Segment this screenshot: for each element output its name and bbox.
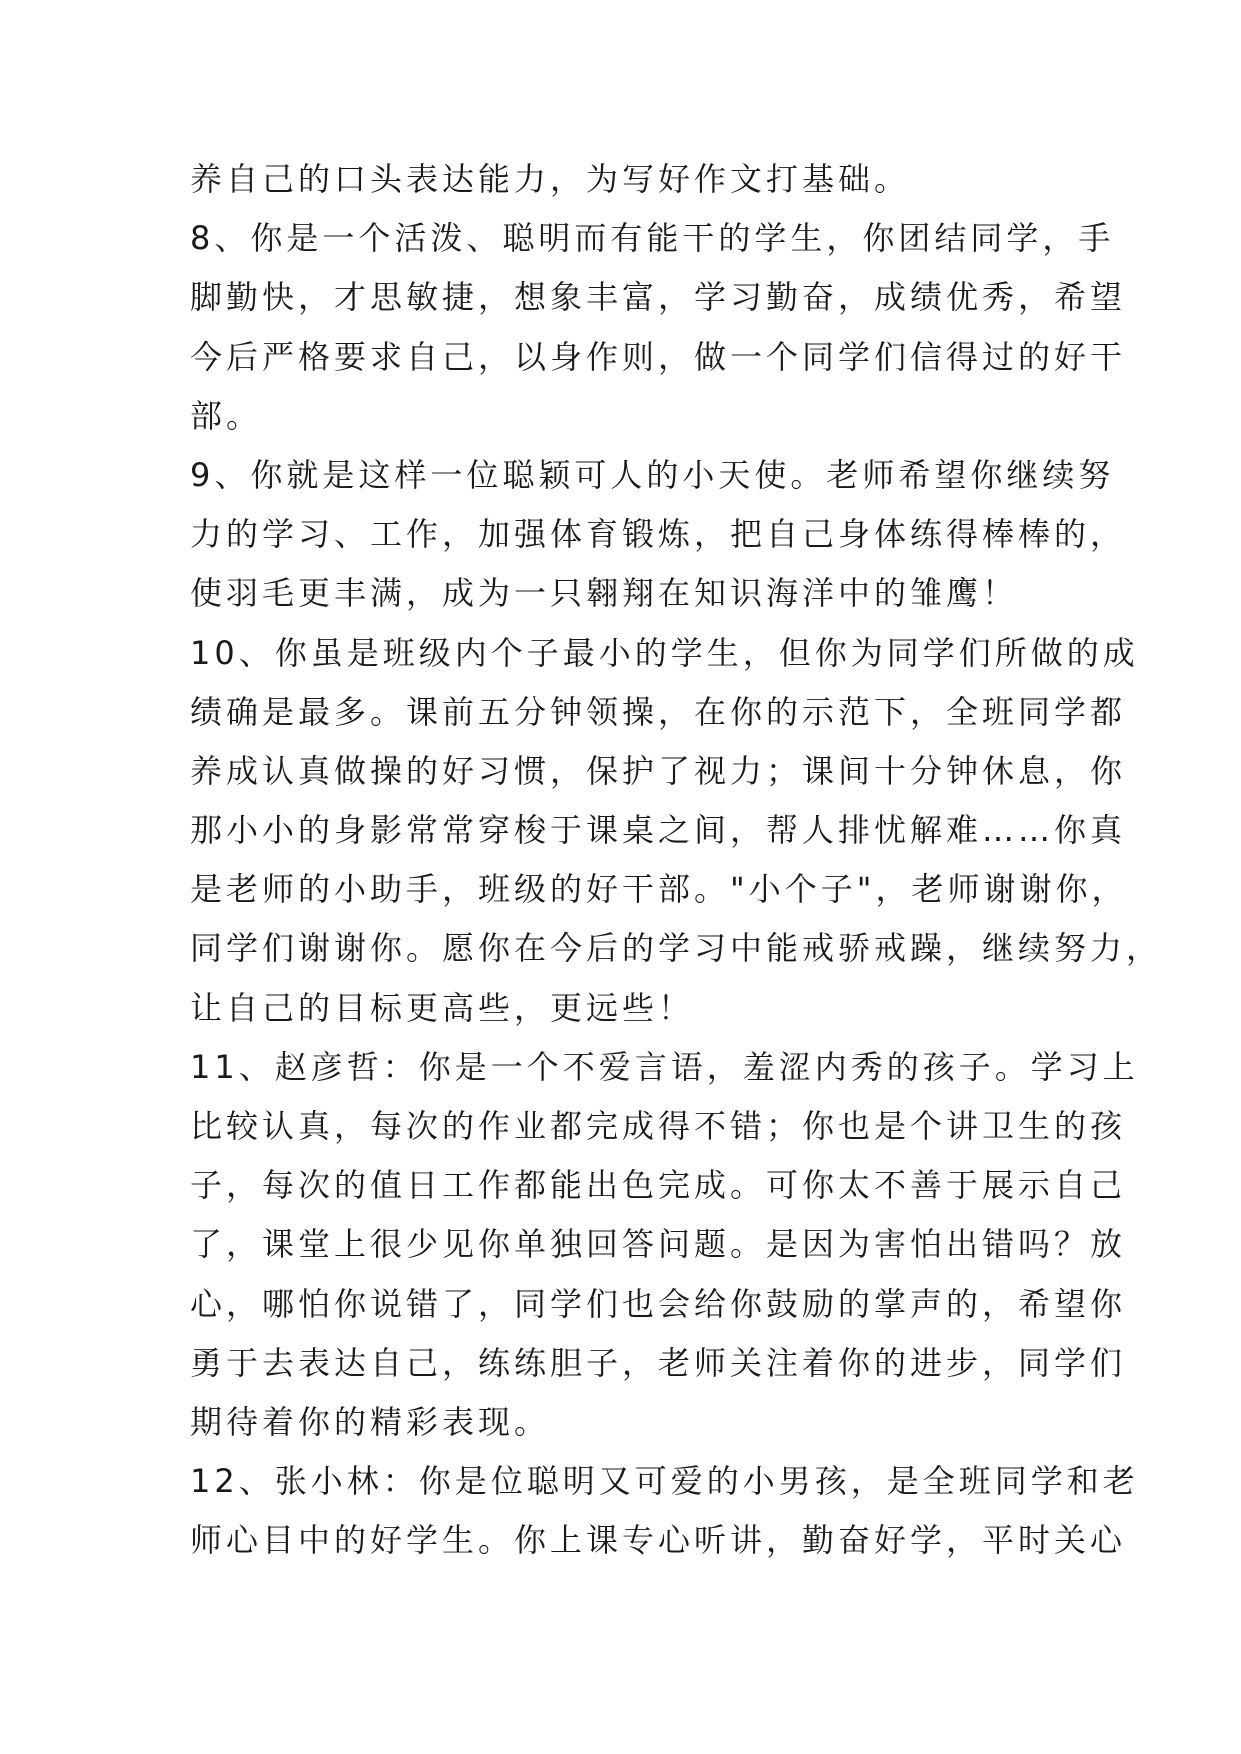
text-line: 养成认真做操的好习惯，保护了视力；课间十分钟休息，你 xyxy=(190,751,1127,790)
text-line: 使羽毛更丰满，成为一只翱翔在知识海洋中的雏鹰！ xyxy=(190,574,1019,613)
text-line: 让自己的目标更高些，更远些！ xyxy=(190,988,695,1027)
text-line: 勇于去表达自己，练练胆子，老师关注着你的进步，同学们 xyxy=(190,1343,1127,1382)
text-line: 脚勤快，才思敏捷，想象丰富，学习勤奋，成绩优秀，希望 xyxy=(190,278,1127,317)
body-text xyxy=(190,150,1163,1571)
text-line: 今后严格要求自己，以身作则，做一个同学们信得过的好干 xyxy=(190,337,1127,376)
text-line: 心，哪怕你说错了，同学们也会给你鼓励的掌声的，希望你 xyxy=(190,1284,1127,1323)
text-line: 期待着你的精彩表现。 xyxy=(190,1402,551,1441)
text-line: 比较认真，每次的作业都完成得不错；你也是个讲卫生的孩 xyxy=(190,1107,1127,1145)
text-line: 10、你虽是班级内个子最小的学生，但你为同学们所做的成 xyxy=(190,633,1139,672)
text-line: 部。 xyxy=(190,396,263,435)
text-line: 是老师的小助手，班级的好干部。"小个子"，老师谢谢你， xyxy=(190,870,1128,909)
text-line: 了，课堂上很少见你单独回答问题。是因为害怕出错吗？放 xyxy=(190,1225,1127,1264)
text-line: 那小小的身影常常穿梭于课桌之间，帮人排忧解难……你真 xyxy=(190,811,1127,850)
text-line: 11、赵彦哲：你是一个不爱言语，羞涩内秀的孩子。学习上 xyxy=(190,1047,1139,1086)
text-line: 同学们谢谢你。愿你在今后的学习中能戒骄戒躁，继续努力， xyxy=(190,929,1163,968)
text-line: 子，每次的值日工作都能出色完成。可你太不善于展示自己 xyxy=(190,1166,1127,1205)
text-line: 师心目中的好学生。你上课专心听讲，勤奋好学，平时关心 xyxy=(190,1521,1127,1560)
text-line: 8、你是一个活泼、聪明而有能干的学生，你团结同学，手 xyxy=(190,219,1115,258)
text-line: 绩确是最多。课前五分钟领操，在你的示范下，全班同学都 xyxy=(190,692,1127,731)
text-line: 12、张小林：你是位聪明又可爱的小男孩，是全班同学和老 xyxy=(190,1462,1139,1501)
text-line: 9、你就是这样一位聪颖可人的小天使。老师希望你继续努 xyxy=(190,455,1115,494)
text-line: 养自己的口头表达能力，为写好作文打基础。 xyxy=(190,160,911,198)
text-line: 力的学习、工作，加强体育锻炼，把自己身体练得棒棒的， xyxy=(190,515,1127,554)
